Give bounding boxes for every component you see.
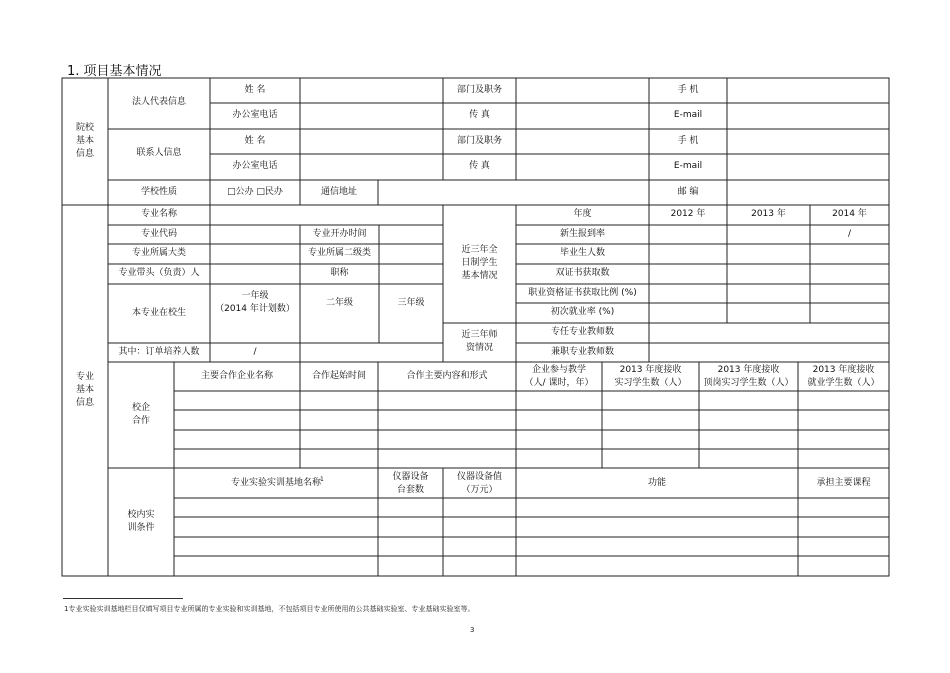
major-code-label: 专业代码 bbox=[140, 229, 177, 239]
footnote-rule bbox=[63, 598, 183, 599]
legal-rep-label: 法人代表信息 bbox=[131, 97, 186, 107]
year-2012: 2012 年 bbox=[670, 209, 706, 219]
section-heading: 1. 项目基本情况 bbox=[67, 64, 162, 79]
footnote: 1专业实验实训基地栏目仅填写项目专业所属的专业实验和实训基地，不包括项目专业所使用的公共基础实验室、专业基础实验室等。 bbox=[64, 605, 475, 613]
coop-header-start: 合作起始时间 bbox=[311, 371, 366, 381]
start-time-label: 专业开办时间 bbox=[312, 229, 367, 239]
email-label: E-mail bbox=[673, 161, 703, 171]
school-type-options[interactable]: □公办 □民办 bbox=[227, 187, 283, 197]
coop-header-teaching: 企业参与教学 （人/ 课时，年） bbox=[524, 365, 594, 388]
major-leader-label: 专业带头（负责）人 bbox=[118, 268, 200, 278]
training-header-courses: 承担主要课程 bbox=[816, 478, 871, 488]
order-class-label: 其中：订单培养人数 bbox=[118, 347, 200, 357]
employment-label: 初次就业率 (%) bbox=[550, 307, 615, 317]
dual-cert-label: 双证书获取数 bbox=[555, 268, 610, 278]
coop-header-employment: 2013 年度接收 就业学生数（人） bbox=[807, 365, 880, 388]
postcode-label: 邮 编 bbox=[677, 187, 699, 197]
training-header-value: 仪器设备值 （万元） bbox=[456, 472, 502, 495]
grade2-label: 二年级 bbox=[325, 298, 353, 308]
email-label: E-mail bbox=[673, 110, 703, 120]
subcategory-label: 专业所属二级类 bbox=[307, 248, 371, 258]
college-section-label: 院校 基本 信息 bbox=[75, 123, 94, 159]
coop-header-intern: 2013 年度接收 实习学生数（人） bbox=[614, 365, 687, 388]
page-number: 3 bbox=[470, 626, 475, 634]
dept-post-label: 部门及职务 bbox=[456, 136, 502, 146]
new-report-2014: / bbox=[847, 229, 852, 239]
year-2014: 2014 年 bbox=[832, 209, 867, 219]
parttime-teachers-label: 兼职专业教师数 bbox=[550, 347, 614, 357]
name-label: 姓 名 bbox=[244, 136, 266, 146]
fulltime-teachers-label: 专任专业教师数 bbox=[550, 327, 614, 337]
major-category-label: 专业所属大类 bbox=[131, 248, 186, 258]
training-header-function: 功能 bbox=[647, 478, 666, 488]
address-label: 通信地址 bbox=[320, 187, 357, 197]
year-header: 年度 bbox=[573, 209, 592, 219]
in-school-label: 本专业在校生 bbox=[131, 308, 186, 318]
mobile-label: 手 机 bbox=[677, 85, 699, 95]
coop-header-post-intern: 2013 年度接收 顶岗实习学生数（人） bbox=[703, 365, 794, 388]
recent-teachers-label: 近三年师 资情况 bbox=[461, 330, 498, 353]
fax-label: 传 真 bbox=[469, 161, 490, 171]
grade1-label: 一年级 （2014 年计划数） bbox=[215, 291, 295, 314]
major-name-label: 专业名称 bbox=[140, 209, 177, 219]
fax-label: 传 真 bbox=[469, 110, 490, 120]
recent-students-label: 近三年全 日制学生 基本情况 bbox=[461, 245, 498, 281]
contact-label: 联系人信息 bbox=[136, 148, 182, 158]
mobile-label: 手 机 bbox=[677, 136, 699, 146]
school-type-label: 学校性质 bbox=[140, 187, 177, 197]
office-phone-label: 办公室电话 bbox=[232, 110, 278, 120]
office-phone-label: 办公室电话 bbox=[232, 161, 278, 171]
coop-header-company: 主要合作企业名称 bbox=[200, 371, 273, 381]
cert-ratio-label: 职业资格证书获取比例 (%) bbox=[528, 288, 637, 298]
footnote-mark: 1 bbox=[320, 476, 324, 483]
name-label: 姓 名 bbox=[244, 85, 266, 95]
coop-header-content: 合作主要内容和形式 bbox=[406, 371, 488, 381]
grade3-label: 三年级 bbox=[397, 298, 425, 308]
training-label: 校内实 训条件 bbox=[127, 510, 155, 533]
graduates-label: 毕业生人数 bbox=[559, 248, 605, 258]
year-2013: 2013 年 bbox=[751, 209, 786, 219]
dept-post-label: 部门及职务 bbox=[456, 85, 502, 95]
title-label: 职称 bbox=[330, 268, 349, 278]
training-header-base: 专业实验实训基地名称 bbox=[230, 478, 321, 488]
order-class-value: / bbox=[253, 347, 257, 357]
major-section-label: 专业 基本 信息 bbox=[75, 372, 94, 408]
training-header-count: 仪器设备 台套数 bbox=[392, 472, 429, 495]
new-report-label: 新生报到率 bbox=[559, 229, 605, 239]
coop-label: 校企 合作 bbox=[131, 403, 150, 426]
